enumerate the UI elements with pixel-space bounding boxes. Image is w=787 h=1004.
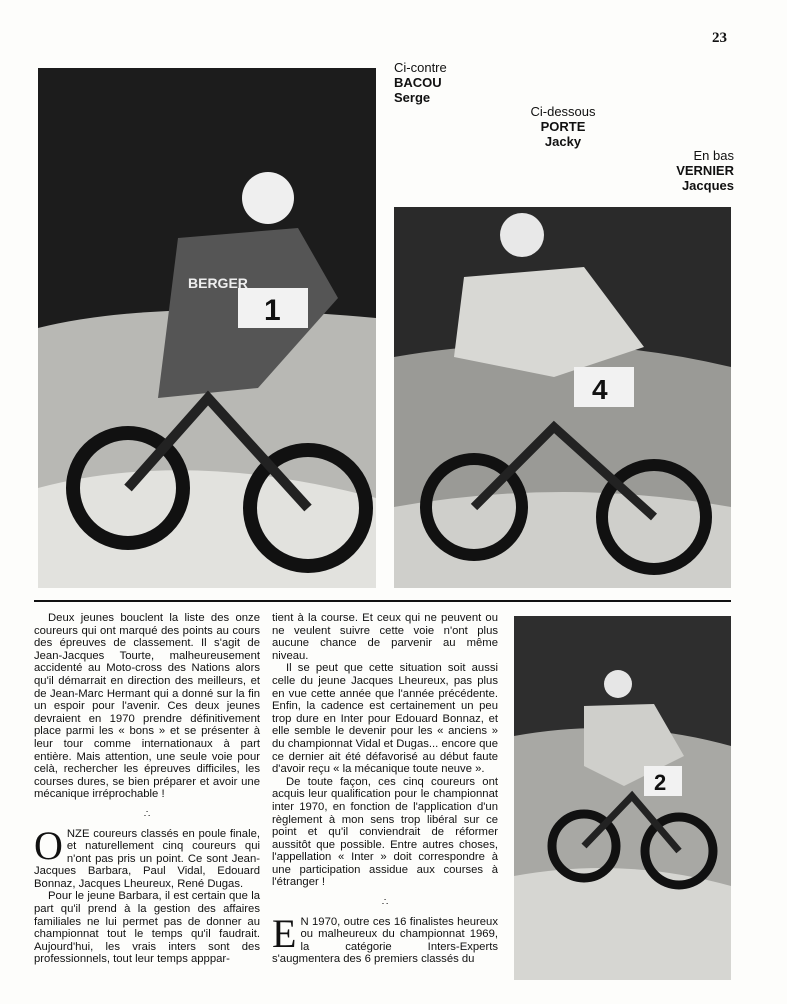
article-paragraph [272,910,498,966]
caption-vernier-prefix: En bas [693,148,734,163]
article-column-1 [34,612,260,966]
photo-bacou [38,68,376,588]
caption-vernier [672,148,734,193]
separator-stars: ∴ [381,897,389,909]
dropcap: E [272,910,297,956]
bacou-jersey-text: BERGER [188,275,248,291]
section-divider [34,600,731,602]
caption-vernier-last: VERNIER [676,163,734,178]
caption-vernier-first: Jacques [681,178,734,193]
article-paragraph-text: N 1970, outre ces 16 finalistes heureux ou malheureux du championnat 1969, la catégorie Inters-Experts s'augmentera des 6 premiers classés du [272,915,498,966]
caption-porte-last: PORTE [540,119,586,134]
caption-bacou-first: Serge [394,90,431,105]
vernier-number-plate: 2 [654,770,667,795]
article-paragraph: Il se peut que cette situation soit aussi celle du jeune Jacques Lheureux, pas plus en vue cette année que l'année précédente. Enfin, la cadence est certainement un peu trop dure en Inter pour Edouard Bonnaz, et elle semble le devenir pour les « anciens » du championnat Vidal et Dugas... encore que ce dernier ait été défavorisé au début faute d'avoir reçu « la mécanique toute neuve ». [272,662,498,776]
bacou-number-plate: 1 [264,294,281,327]
dropcap: O [34,822,63,868]
caption-porte-prefix: Ci-dessous [530,104,596,119]
article-paragraph-text: NZE coureurs classés en poule finale, et naturellement cinq coureurs qui n'ont pas pris un point. Ce sont Jean-Jacques Barbara, Paul Vidal, Edouard Bonnaz, Jacques Lheureux, René Dugas. [34,827,260,890]
page-number: 23 [712,30,727,46]
article-paragraph [34,822,260,891]
article-paragraph: Deux jeunes bouclent la liste des onze coureurs qui ont marqué des points au cours des épreuves de classement. Il s'agit de Jean-Jacques Tourte, malheureusement accidenté au Moto-cross des Nations alors qu'il démarrait en direction des meilleurs, et de Jean-Marc Hermant qui a donné sur la fin un espoir pour l'avenir. Ces deux jeunes devraient en 1970 prendre définitivement place parmi les « bons » et se présenter à leur tour comme internationaux à part entière. Mais attention, une seule voie pour celà, rechercher les épreuves difficiles, les courses dures, se bien préparer et avoir une mécanique irréprochable ! [34,612,260,801]
caption-bacou-prefix: Ci-contre [394,60,447,75]
caption-bacou [394,60,447,105]
photo-porte [394,207,731,588]
caption-porte-first: Jacky [544,134,582,149]
article-paragraph: tient à la course. Et ceux qui ne peuvent ou ne veulent suivre cette voie n'ont plus aucune chance de parvenir au même niveau. [272,612,498,662]
caption-porte [528,104,598,149]
porte-number-plate: 4 [592,374,608,405]
photo-vernier [514,616,731,980]
article-paragraph: De toute façon, ces cinq coureurs ont acquis leur qualification pour le championnat inter 1970, en fonction de l'application d'un règlement à mon sens trop libéral sur ce point et qu'il conviendrait de réformer aussitôt que possible. Entre autres choses, l'appellation « Inter » doit correspondre à une participation assidue aux courses à l'étranger ! [272,775,498,889]
caption-bacou-last: BACOU [394,75,442,90]
separator-stars: ∴ [143,808,151,820]
article-column-2 [272,612,498,966]
article-paragraph: Pour le jeune Barbara, il est certain que la part qu'il prend à la gestion des affaires familiales ne lui permet pas de donner au championnat tout le temps qu'il faudrait. Aujourd'hui, les vrais inters sont des professionnels, tout leur temps apppar- [34,890,260,966]
